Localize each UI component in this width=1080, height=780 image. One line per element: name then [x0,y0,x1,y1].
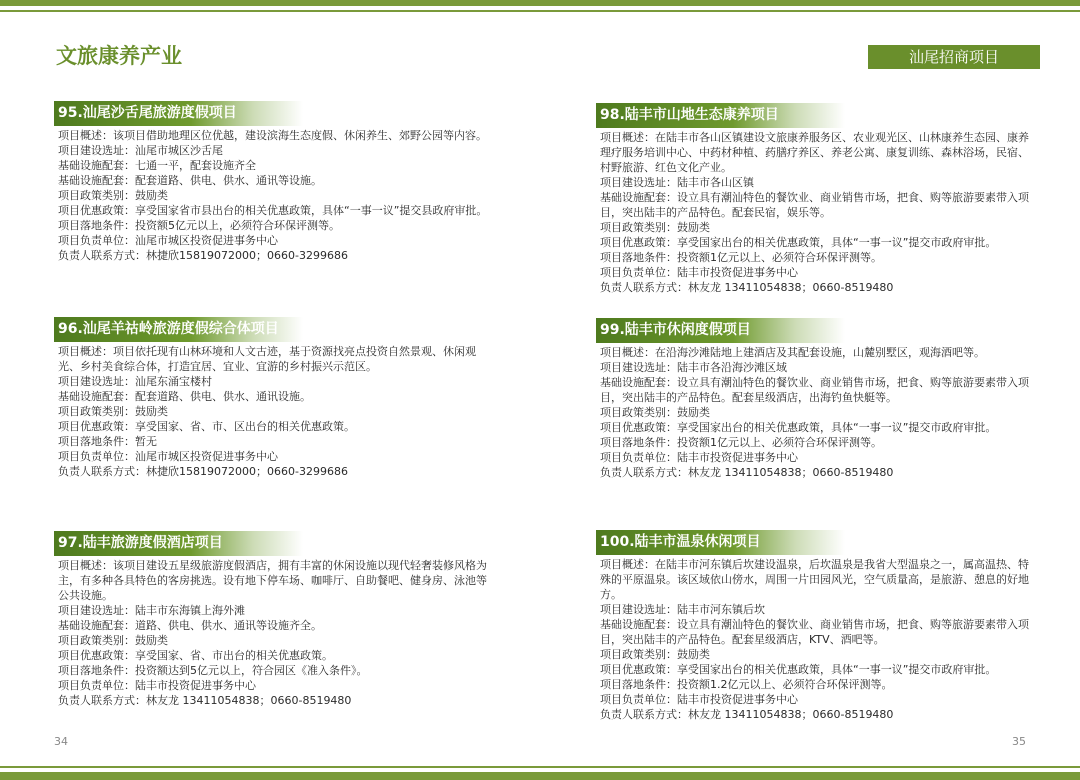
project-line: 项目落地条件：投资额达到5亿元以上，符合园区《准入条件》。 [58,664,368,677]
project-line: 项目负责单位：汕尾市城区投资促进事务中心 [58,234,278,247]
project-line: 基础设施配套：配套道路、供电、供水、通讯等设施。 [58,174,322,187]
project-title: 97.陆丰旅游度假酒店项目 [54,531,303,556]
project-title: 96.汕尾羊祜岭旅游度假综合体项目 [54,317,303,342]
project-details [596,130,1036,295]
project-line: 项目负责单位：陆丰市投资促进事务中心 [600,266,798,279]
project-line: 项目政策类别：鼓励类 [600,406,710,419]
project-title: 100.陆丰市温泉休闲项目 [596,530,845,555]
project-line: 项目概述：该项目建设五星级旅游度假酒店，拥有丰富的休闲设施以现代轻奢装修风格为主，有多种各具特色的客房挑选。设有地下停车场、咖啡厅、自助餐吧、健身房、泳池等公共设施。 [58,559,487,602]
project-line: 项目落地条件：投资额1亿元以上、必须符合环保评测等。 [600,251,882,264]
project-line: 基础设施配套：配套道路、供电、供水、通讯设施。 [58,390,311,403]
project-block-97 [54,531,494,708]
section-title: 文旅康养产业 [56,44,182,68]
project-line: 项目建设选址：汕尾市城区沙舌尾 [58,144,223,157]
project-line: 项目建设选址：陆丰市各沿海沙滩区域 [600,361,787,374]
project-line: 项目负责单位：汕尾市城区投资促进事务中心 [58,450,278,463]
project-line: 基础设施配套：设立具有潮汕特色的餐饮业、商业销售市场，把食、购等旅游要素带入项目，突出陆丰的产品特色。配套星级酒店，出海钓鱼快艇等。 [600,376,1029,404]
project-line: 项目优惠政策：享受国家出台的相关优惠政策，具体“一事一议”提交市政府审批。 [600,236,997,249]
project-line: 项目优惠政策：享受国家、省、市、区出台的相关优惠政策。 [58,420,355,433]
project-details [54,128,494,263]
bottom-border [0,772,1080,780]
project-line: 负责人联系方式：林友龙 13411054838；0660-8519480 [600,708,894,721]
project-line: 基础设施配套：道路、供电、供水、通讯等设施齐全。 [58,619,322,632]
project-line: 基础设施配套：设立具有潮汕特色的餐饮业、商业销售市场，把食、购等旅游要素带入项目，突出陆丰的产品特色。配套民宿，娱乐等。 [600,191,1029,219]
project-line: 基础设施配套：七通一平，配套设施齐全 [58,159,256,172]
project-line: 项目政策类别：鼓励类 [600,221,710,234]
project-line: 负责人联系方式：林友龙 13411054838；0660-8519480 [58,694,352,707]
project-block-95 [54,101,494,263]
project-block-99 [596,318,1036,480]
project-line: 负责人联系方式：林捷欣15819072000；0660-3299686 [58,249,348,262]
project-line: 基础设施配套：设立具有潮汕特色的餐饮业、商业销售市场，把食、购等旅游要素带入项目，突出陆丰的产品特色。配套星级酒店，KTV、酒吧等。 [600,618,1029,646]
project-title: 99.陆丰市休闲度假项目 [596,318,845,343]
project-details [54,344,494,479]
project-line: 项目政策类别：鼓励类 [58,189,168,202]
project-line: 项目概述：在陆丰市河东镇后坎建设温泉，后坎温泉是我省大型温泉之一，属高温热、特殊的平原温泉。该区域依山傍水，周围一片田园风光，空气质量高，是旅游、憩息的好地方。 [600,558,1029,601]
project-line: 负责人联系方式：林友龙 13411054838；0660-8519480 [600,466,894,479]
project-line: 项目优惠政策：享受国家、省、市出台的相关优惠政策。 [58,649,333,662]
top-border [0,0,1080,6]
top-border-thin [0,10,1080,12]
project-line: 项目落地条件：投资额1亿元以上、必须符合环保评测等。 [600,436,882,449]
project-line: 负责人联系方式：林捷欣15819072000；0660-3299686 [58,465,348,478]
project-line: 项目概述：项目依托现有山林环境和人文古迹，基于资源找亮点投资自然景观、休闲观光、乡村美食综合体，打造宜居、宜业、宜游的乡村振兴示范区。 [58,345,476,373]
project-line: 项目优惠政策：享受国家出台的相关优惠政策，具体“一事一议”提交市政府审批。 [600,663,997,676]
project-line: 项目优惠政策：享受国家省市县出台的相关优惠政策，具体“一事一议”提交县政府审批。 [58,204,488,217]
bottom-border-thin [0,766,1080,768]
project-line: 负责人联系方式：林友龙 13411054838；0660-8519480 [600,281,894,294]
project-title: 98.陆丰市山地生态康养项目 [596,103,845,128]
project-details [596,557,1036,722]
project-line: 项目概述：在沿海沙滩陆地上建酒店及其配套设施，山麓别墅区，观海酒吧等。 [600,346,985,359]
project-line: 项目概述：该项目借助地理区位优越，建设滨海生态度假、休闲养生、郊野公园等内容。 [58,129,487,142]
project-block-100 [596,530,1036,722]
project-block-96 [54,317,494,479]
project-line: 项目建设选址：陆丰市河东镇后坎 [600,603,765,616]
project-line: 项目政策类别：鼓励类 [58,634,168,647]
project-line: 项目政策类别：鼓励类 [58,405,168,418]
project-line: 项目建设选址：陆丰市各山区镇 [600,176,754,189]
project-line: 项目概述：在陆丰市各山区镇建设文旅康养服务区、农业观光区、山林康养生态园、康养理疗服务培训中心、中药材种植、药膳疗养区、养老公寓、康复训练、森林浴场，民宿、村野旅游、红色文化产业。 [600,131,1029,174]
project-title: 95.汕尾沙舌尾旅游度假项目 [54,101,303,126]
project-line: 项目负责单位：陆丰市投资促进事务中心 [600,693,798,706]
project-line: 项目负责单位：陆丰市投资促进事务中心 [58,679,256,692]
project-line: 项目落地条件：投资额5亿元以上，必须符合环保评测等。 [58,219,340,232]
project-block-98 [596,103,1036,295]
project-line: 项目落地条件：暂无 [58,435,157,448]
project-line: 项目建设选址：陆丰市东海镇上海外滩 [58,604,245,617]
project-line: 项目落地条件：投资额1.2亿元以上、必须符合环保评测等。 [600,678,893,691]
header-badge: 汕尾招商项目 [868,45,1040,69]
project-details [54,558,494,708]
project-details [596,345,1036,480]
project-line: 项目负责单位：陆丰市投资促进事务中心 [600,451,798,464]
page-number-left: 34 [54,735,68,748]
page-number-right: 35 [1012,735,1026,748]
project-line: 项目优惠政策：享受国家出台的相关优惠政策，具体“一事一议”提交市政府审批。 [600,421,997,434]
project-line: 项目政策类别：鼓励类 [600,648,710,661]
project-line: 项目建设选址：汕尾东涌宝楼村 [58,375,212,388]
